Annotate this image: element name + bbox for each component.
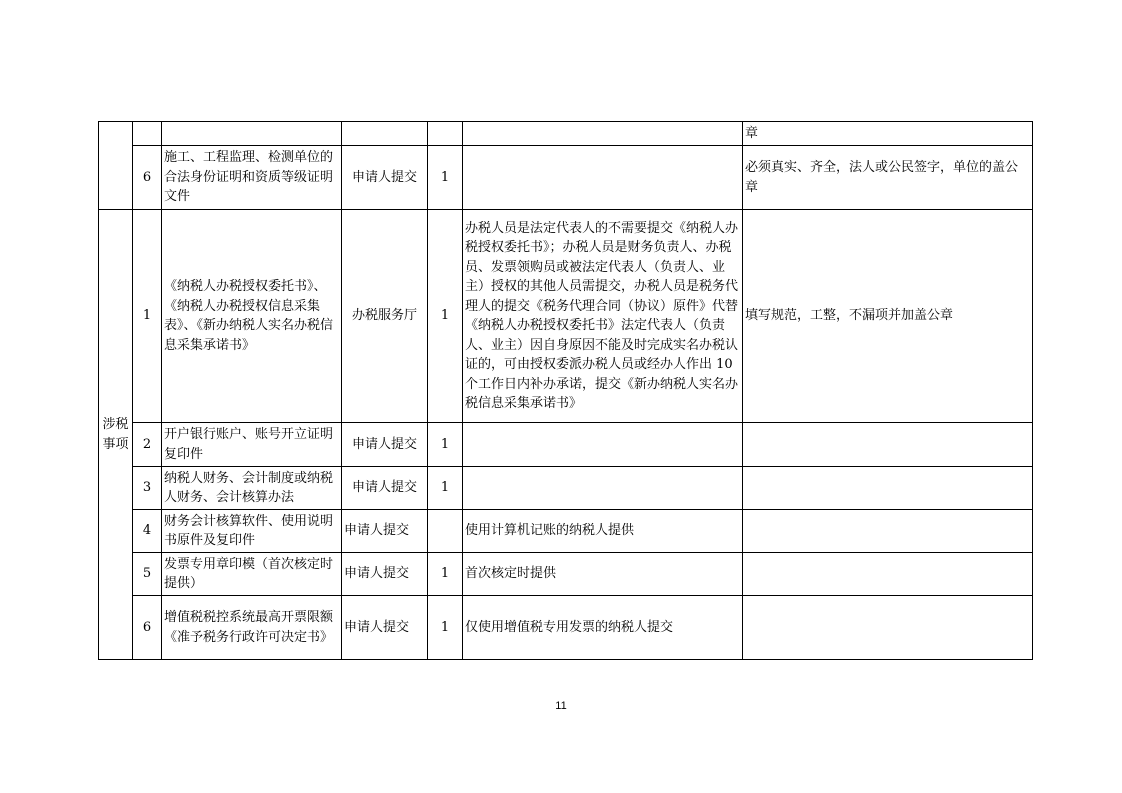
requirement-cell (743, 553, 1033, 596)
row-number: 3 (133, 467, 162, 510)
source-cell: 申请人提交 (342, 510, 428, 553)
note-cell (463, 122, 743, 146)
note-cell (463, 467, 743, 510)
count-cell: 1 (428, 423, 463, 467)
row-number: 2 (133, 423, 162, 467)
row-number: 5 (133, 553, 162, 596)
table-row (99, 146, 1033, 210)
material-cell (162, 122, 342, 146)
count-cell: 1 (428, 146, 463, 210)
row-number (133, 122, 162, 146)
count-cell: 1 (428, 553, 463, 596)
material-cell: 纳税人财务、会计制度或纳税人财务、会计核算办法 (162, 467, 342, 510)
source-cell: 申请人提交 (342, 467, 428, 510)
requirement-cell (743, 510, 1033, 553)
count-cell (428, 510, 463, 553)
group-label-tax-matters: 涉税事项 (99, 210, 133, 660)
requirements-table (98, 121, 1033, 660)
count-cell (428, 122, 463, 146)
row-number: 4 (133, 510, 162, 553)
material-cell: 增值税税控系统最高开票限额《准予税务行政许可决定书》 (162, 596, 342, 660)
table-row (99, 510, 1033, 553)
source-cell: 办税服务厅 (342, 210, 428, 423)
note-cell: 仅使用增值税专用发票的纳税人提交 (463, 596, 743, 660)
table-row (99, 553, 1033, 596)
note-cell: 办税人员是法定代表人的不需要提交《纳税人办税授权委托书》；办税人员是财务负责人、办税员、发票领购员或被法定代表人（负责人、业主）授权的其他人员需提交，办税人员是税务代理人的提交《税务代理合同（协议）原件》代替《纳税人办税授权委托书》法定代表人（负责人、业主）因自身原因不能及时完成实名办税认证的，可由授权委派办税人员或经办人作出 10 个工作日内补办承诺，提交《新办纳税人实名办税信息采集承诺书》 (463, 210, 743, 423)
source-cell: 申请人提交 (342, 146, 428, 210)
count-cell: 1 (428, 596, 463, 660)
material-cell: 财务会计核算软件、使用说明书原件及复印件 (162, 510, 342, 553)
source-cell: 申请人提交 (342, 423, 428, 467)
requirement-cell (743, 423, 1033, 467)
material-cell: 发票专用章印模（首次核定时提供） (162, 553, 342, 596)
requirement-cell (743, 596, 1033, 660)
note-cell (463, 423, 743, 467)
requirement-cell: 必须真实、齐全，法人或公民签字，单位的盖公章 (743, 146, 1033, 210)
note-cell (463, 146, 743, 210)
group-cell-empty (99, 122, 133, 210)
table-row (99, 122, 1033, 146)
count-cell: 1 (428, 467, 463, 510)
count-cell: 1 (428, 210, 463, 423)
source-cell: 申请人提交 (342, 596, 428, 660)
material-cell: 《纳税人办税授权委托书》、《纳税人办税授权信息采集表》、《新办纳税人实名办税信息采集承诺书》 (162, 210, 342, 423)
note-cell: 首次核定时提供 (463, 553, 743, 596)
requirement-cell (743, 467, 1033, 510)
row-number: 6 (133, 146, 162, 210)
page-number: 11 (555, 700, 567, 712)
row-number: 6 (133, 596, 162, 660)
source-cell (342, 122, 428, 146)
requirement-cell: 章 (743, 122, 1033, 146)
table-row (99, 210, 1033, 423)
table-row (99, 467, 1033, 510)
table-row (99, 423, 1033, 467)
row-number: 1 (133, 210, 162, 423)
source-cell: 申请人提交 (342, 553, 428, 596)
note-cell: 使用计算机记账的纳税人提供 (463, 510, 743, 553)
requirement-cell: 填写规范，工整，不漏项并加盖公章 (743, 210, 1033, 423)
table-row (99, 596, 1033, 660)
material-cell: 开户银行账户、账号开立证明复印件 (162, 423, 342, 467)
material-cell: 施工、工程监理、检测单位的合法身份证明和资质等级证明文件 (162, 146, 342, 210)
